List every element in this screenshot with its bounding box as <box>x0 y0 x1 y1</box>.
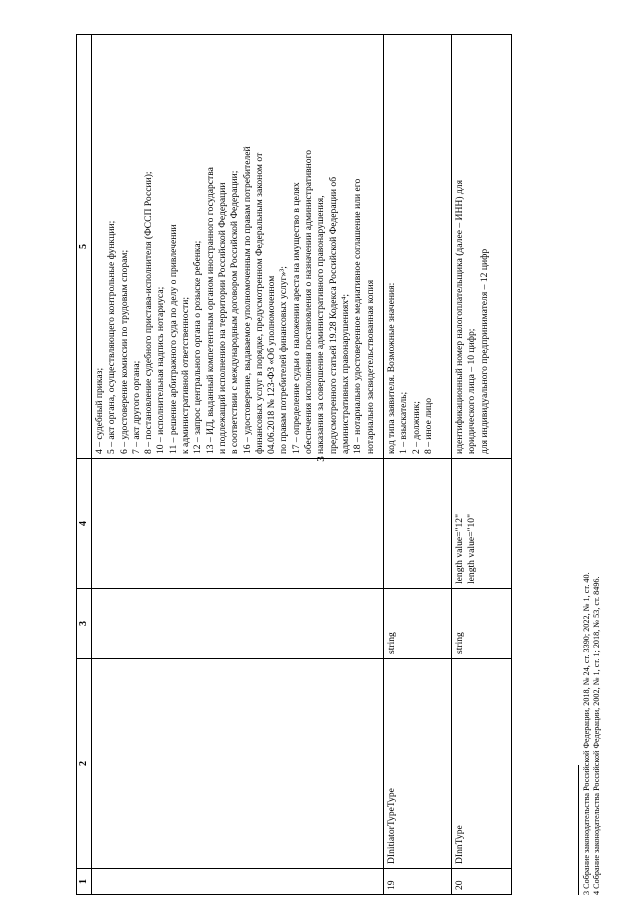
rotated-page-content <box>76 35 601 895</box>
description-line: идентификационный номер налогоплательщика (далее – ИНН) для <box>454 179 465 454</box>
cell-name <box>92 659 384 869</box>
table-row-19 <box>384 35 452 895</box>
footnote-separator <box>578 765 579 895</box>
footnote: 4 Собрание законодательства Российской Федерации, 2002, № 1, ст. 1; 2018, № 53, ст. 8496. <box>591 576 601 895</box>
description-line: 16 – удостоверение, выдаваемое уполномоченным по правам потребителей <box>241 146 253 454</box>
header-cell: 4 <box>77 459 92 589</box>
description-line: финансовых услуг в порядке, предусмотренном Федеральным законом от <box>253 152 265 454</box>
description-line: 12 – запрос центрального органа о розыске ребенка; <box>192 240 204 454</box>
description-line: и подлежащий исполнению на территории Российской Федерации <box>216 182 228 454</box>
cell-restriction <box>384 459 452 589</box>
schema-table <box>76 34 512 895</box>
cell-type <box>92 589 384 659</box>
description-line: наказания за совершение административного правонарушения, <box>315 195 327 454</box>
header-cell: 1 <box>77 869 92 895</box>
description-line: код типа заявителя. Возможные значения: <box>386 282 397 454</box>
cell-description <box>92 35 384 459</box>
cell-type: string <box>452 589 512 659</box>
description-line: 8 – постановление судебного пристава-исполнителя (ФССП России); <box>143 171 155 454</box>
description-line: административных правонарушениях⁴; <box>339 293 351 454</box>
description-line: по правам потребителей финансовых услуг»³; <box>278 266 290 454</box>
table-header-row <box>77 35 92 895</box>
cell-description <box>452 35 512 459</box>
description-line: 04.06.2018 № 123-ФЗ «Об уполномоченном <box>266 275 278 454</box>
cell-num: 20 <box>452 869 512 895</box>
cell-restriction <box>452 459 512 589</box>
description-line: обеспечения исполнения постановления о назначении административного <box>303 149 315 454</box>
description-line: 13 – ИД, выданный компетентным органом иностранного государства <box>204 167 216 454</box>
description-line: 17 – определение судьи о наложении ареста на имущество в целях <box>290 182 302 454</box>
description-line: 4 – судебный приказ; <box>94 367 105 454</box>
cell-name: DInitiatorTypeType <box>384 659 452 869</box>
footnote: 3 Собрание законодательства Российской Федерации, 2018, № 24, ст. 3390; 2022, № 1, ст. 40. <box>582 572 591 895</box>
header-cell: 2 <box>77 659 92 869</box>
description-line: к административной ответственности; <box>180 296 192 454</box>
footnotes <box>582 35 601 895</box>
cell-type: string <box>384 589 452 659</box>
table-row-20 <box>452 35 512 895</box>
description-line: 10 – исполнительная надпись нотариуса; <box>155 286 167 454</box>
header-cell: 3 <box>77 589 92 659</box>
description-line: для индивидуального предпринимателя – 12 цифр <box>478 248 490 454</box>
restriction-line: length value="10" <box>466 514 478 584</box>
cell-restriction <box>92 459 384 589</box>
cell-description <box>384 35 452 459</box>
restriction-line: length value="12" <box>454 514 465 584</box>
description-line: 11 – решение арбитражного суда по делу о привлечении <box>167 224 179 454</box>
description-line: 8 – иное лицо <box>422 397 434 454</box>
description-line: 5 – акт органа, осуществляющего контрольные функции; <box>106 220 118 454</box>
description-line: 6 – удостоверение комиссии по трудовым спорам; <box>118 249 130 454</box>
description-line: нотариально засвидетельствованная копия <box>364 279 376 454</box>
description-line: 7 – акт другого органа; <box>130 360 142 454</box>
description-line: 1 – взыскатель; <box>398 391 410 454</box>
header-cell: 5 <box>77 35 92 459</box>
description-line: в соответствии с международным договором Российской Федерации; <box>229 170 241 454</box>
description-line: 2 – должник; <box>410 401 422 454</box>
description-line: юридического лица – 10 цифр; <box>466 328 478 454</box>
description-line: 18 – нотариально удостоверенное медиативное соглашение или его <box>352 178 364 454</box>
table-row-continuation <box>92 35 384 895</box>
cell-num: 19 <box>384 869 452 895</box>
description-line: предусмотренного статьей 19.28 Кодекса Российской Федерации об <box>327 176 339 454</box>
page-number: 3 <box>315 456 327 462</box>
cell-num <box>92 869 384 895</box>
cell-name: DInnType <box>452 659 512 869</box>
